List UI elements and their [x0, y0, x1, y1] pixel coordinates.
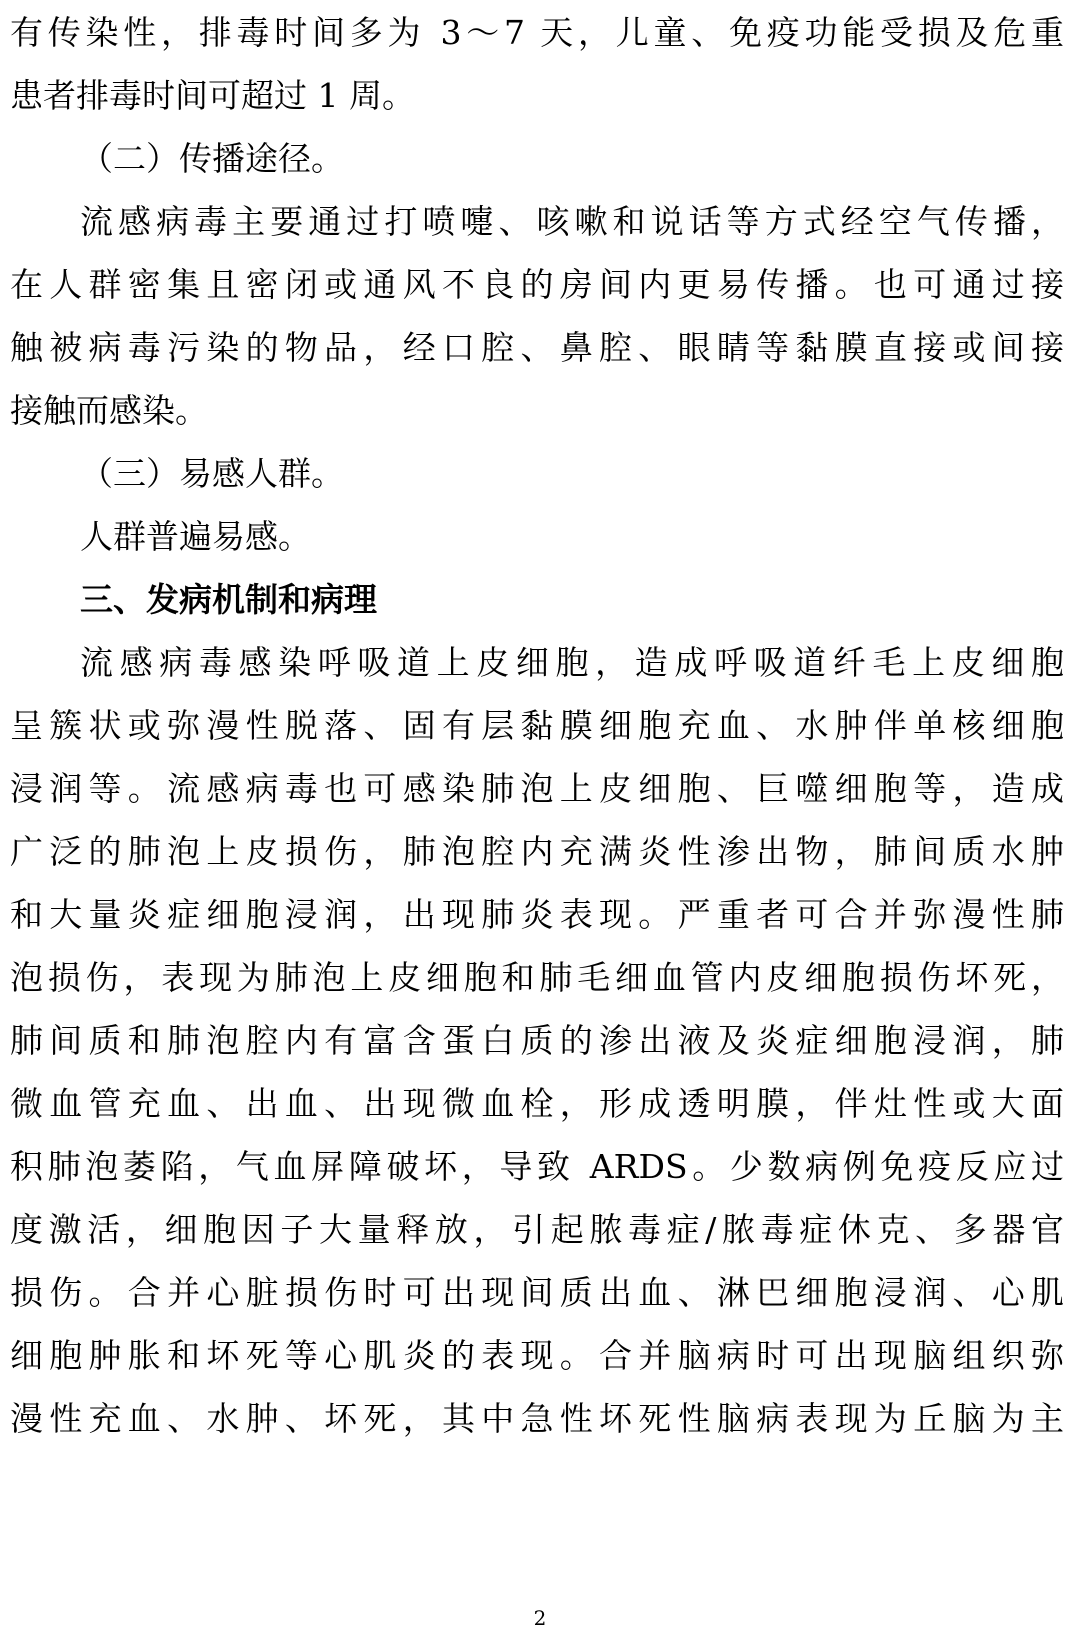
text-line: 损伤。合并心脏损伤时可出现间质出血、淋巴细胞浸润、心肌 [10, 1273, 1064, 1312]
text-line: 泡损伤，表现为肺泡上皮细胞和肺毛细血管内皮细胞损伤坏死， [10, 958, 1064, 997]
text-line: 接触而感染。 [10, 391, 208, 430]
section-heading: 三、发病机制和病理 [80, 580, 377, 619]
subsection-heading: （三）易感人群。 [80, 454, 344, 493]
text-line: 触被病毒污染的物品，经口腔、鼻腔、眼睛等黏膜直接或间接 [10, 328, 1064, 367]
text-line: 人群普遍易感。 [80, 517, 311, 556]
text-line: 在人群密集且密闭或通风不良的房间内更易传播。也可通过接 [10, 265, 1064, 304]
text-line: 和大量炎症细胞浸润，出现肺炎表现。严重者可合并弥漫性肺 [10, 895, 1064, 934]
text-line: 广泛的肺泡上皮损伤，肺泡腔内充满炎性渗出物，肺间质水肿 [10, 832, 1064, 871]
text-line: 患者排毒时间可超过 1 周。 [10, 76, 415, 115]
text-line: 漫性充血、水肿、坏死，其中急性坏死性脑病表现为丘脑为主 [10, 1399, 1064, 1438]
text-line: 流感病毒主要通过打喷嚏、咳嗽和说话等方式经空气传播， [80, 202, 1064, 241]
text-line: 肺间质和肺泡腔内有富含蛋白质的渗出液及炎症细胞浸润，肺 [10, 1021, 1064, 1060]
text-line: 浸润等。流感病毒也可感染肺泡上皮细胞、巨噬细胞等，造成 [10, 769, 1064, 808]
text-line: 有传染性，排毒时间多为 3～7 天，儿童、免疫功能受损及危重 [10, 13, 1064, 52]
text-line: 度激活，细胞因子大量释放，引起脓毒症/脓毒症休克、多器官 [10, 1210, 1064, 1249]
text-line: 积肺泡萎陷，气血屏障破坏，导致 ARDS。少数病例免疫反应过 [10, 1147, 1064, 1186]
subsection-heading: （二）传播途径。 [80, 139, 344, 178]
text-line: 细胞肿胀和坏死等心肌炎的表现。合并脑病时可出现脑组织弥 [10, 1336, 1064, 1375]
text-line: 微血管充血、出血、出现微血栓，形成透明膜，伴灶性或大面 [10, 1084, 1064, 1123]
text-line: 流感病毒感染呼吸道上皮细胞，造成呼吸道纤毛上皮细胞 [80, 643, 1064, 682]
page-number: 2 [533, 1606, 547, 1630]
text-line: 呈簇状或弥漫性脱落、固有层黏膜细胞充血、水肿伴单核细胞 [10, 706, 1064, 745]
